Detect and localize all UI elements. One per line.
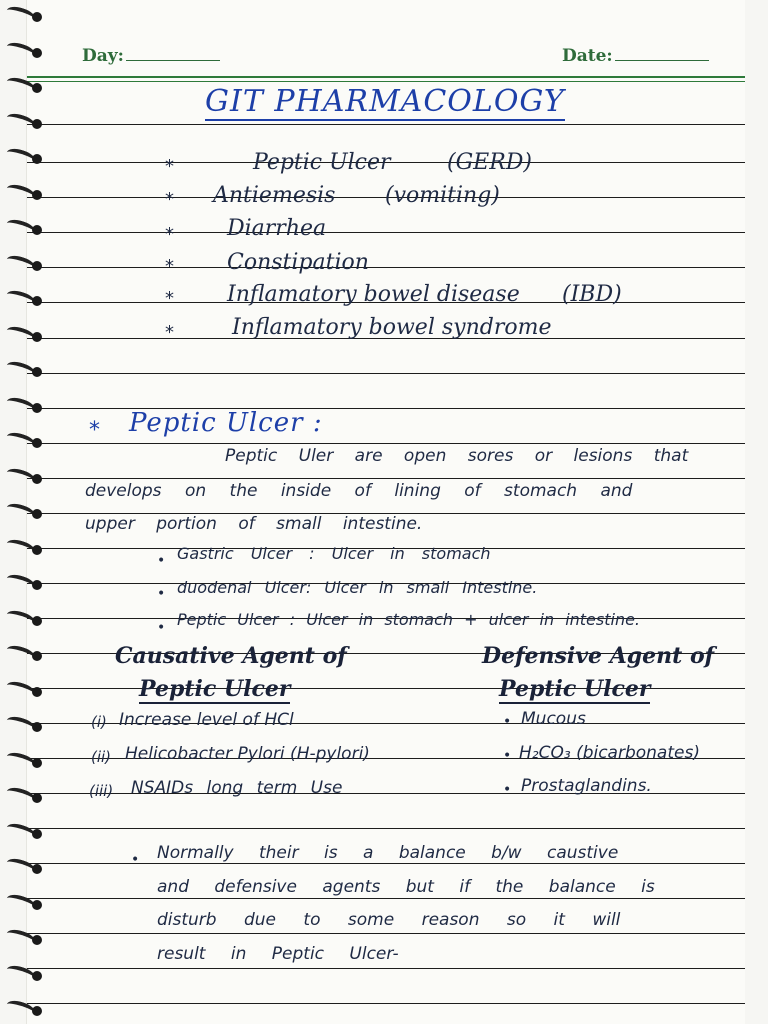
dot-bullet: • <box>131 852 140 868</box>
causative-heading-line-1: Causative Agent of <box>115 643 347 669</box>
defensive-heading-line-1: Defensive Agent of <box>482 643 715 669</box>
definition-line-2: develops on the inside of lining of stomach and <box>85 481 633 501</box>
type-item: Gastric Ulcer : Ulcer in stomach <box>177 544 491 563</box>
spiral-ring <box>6 6 54 28</box>
dot-bullet: • <box>503 782 512 798</box>
spiral-ring <box>6 290 54 312</box>
ring-hole <box>32 438 42 448</box>
spiral-ring <box>6 610 54 632</box>
ring-hole <box>32 829 42 839</box>
date-field <box>562 46 709 66</box>
spiral-ring <box>6 645 54 667</box>
ring-hole <box>32 190 42 200</box>
spiral-ring <box>6 77 54 99</box>
spiral-ring <box>6 219 54 241</box>
star-bullet: * <box>165 322 174 343</box>
spiral-ring <box>6 894 54 916</box>
star-bullet: * <box>165 156 174 177</box>
star-bullet: * <box>89 418 100 443</box>
star-bullet: * <box>165 189 174 210</box>
page-title: GIT PHARMACOLOGY <box>205 84 565 119</box>
spiral-ring <box>6 326 54 348</box>
topic-note: (IBD) <box>562 282 622 307</box>
ring-hole <box>32 616 42 626</box>
spiral-ring <box>6 823 54 845</box>
ruled-line <box>27 1003 745 1004</box>
ring-hole <box>32 154 42 164</box>
spiral-ring <box>6 255 54 277</box>
topic-item <box>253 150 391 175</box>
ring-hole <box>32 722 42 732</box>
topic-name: Peptic Ulcer <box>253 150 391 175</box>
spiral-ring <box>6 1000 54 1022</box>
topic-note: (vomiting) <box>385 183 500 208</box>
day-blank <box>126 60 220 61</box>
ring-hole <box>32 403 42 413</box>
dot-bullet: • <box>503 714 512 730</box>
spiral-ring <box>6 468 54 490</box>
type-item: duodenal Ulcer: Ulcer in small Intestine. <box>177 578 538 597</box>
ruled-line <box>27 373 745 374</box>
ring-hole <box>32 545 42 555</box>
header-rule-thin <box>27 81 745 82</box>
dot-bullet: • <box>157 620 166 636</box>
ring-hole <box>32 651 42 661</box>
spiral-ring <box>6 858 54 880</box>
definition-line-3: upper portion of small intestine. <box>85 514 423 534</box>
spiral-ring <box>6 42 54 64</box>
ruled-line <box>27 828 745 829</box>
topic-note: (GERD) <box>447 150 533 175</box>
topic-name: Antiemesis <box>213 183 336 208</box>
spiral-ring <box>6 965 54 987</box>
ruled-line <box>27 267 745 268</box>
ring-hole <box>32 225 42 235</box>
dot-bullet: • <box>157 553 166 569</box>
dot-bullet: • <box>503 748 512 764</box>
causative-num: (iii) <box>89 782 114 800</box>
ruled-line <box>27 898 745 899</box>
causative-item: Helicobacter Pylori (H-pylori) <box>125 744 370 764</box>
ring-hole <box>32 687 42 697</box>
spiral-ring <box>6 574 54 596</box>
ring-hole <box>32 971 42 981</box>
defensive-item: H₂CO₃ (bicarbonates) <box>519 743 700 763</box>
date-blank <box>615 60 709 61</box>
ruled-line <box>27 443 745 444</box>
spiral-ring <box>6 148 54 170</box>
ring-hole <box>32 296 42 306</box>
star-bullet: * <box>165 256 174 277</box>
ring-hole <box>32 793 42 803</box>
spiral-ring <box>6 787 54 809</box>
star-bullet: * <box>165 288 174 309</box>
ruled-line <box>27 124 745 125</box>
dot-bullet: • <box>157 586 166 602</box>
topic-item <box>213 183 335 208</box>
causative-num: (i) <box>91 713 107 731</box>
causative-heading-line-2: Peptic Ulcer <box>139 676 291 702</box>
defensive-heading-line-2: Peptic Ulcer <box>499 676 651 702</box>
ring-hole <box>32 367 42 377</box>
type-item: Peptic Ulcer : Ulcer in stomach + ulcer in intestine. <box>177 610 641 629</box>
ruled-line <box>27 478 745 479</box>
ring-hole <box>32 261 42 271</box>
causative-num: (ii) <box>91 748 112 766</box>
ring-hole <box>32 332 42 342</box>
spiral-ring <box>6 397 54 419</box>
defensive-item: Prostaglandins. <box>521 776 652 796</box>
ruled-line <box>27 968 745 969</box>
note-line-1: Normally their is a balance b/w caustive <box>157 843 619 863</box>
topic-item: Inflamatory bowel syndrome <box>232 315 552 340</box>
causative-item: Increase level of HCl <box>119 710 294 730</box>
day-label: Day: <box>82 46 124 66</box>
note-line-4: result in Peptic Ulcer- <box>157 944 399 964</box>
causative-item: NSAIDs long term Use <box>131 778 343 798</box>
ring-hole <box>32 758 42 768</box>
ring-hole <box>32 12 42 22</box>
ring-hole <box>32 864 42 874</box>
ring-hole <box>32 119 42 129</box>
spiral-ring <box>6 503 54 525</box>
spiral-ring <box>6 432 54 454</box>
spiral-ring <box>6 539 54 561</box>
definition-line-1: Peptic Uler are open sores or lesions that <box>225 446 689 466</box>
header-rule <box>27 76 745 78</box>
notebook-page <box>26 0 745 1024</box>
topic-item: Inflamatory bowel disease <box>227 282 520 307</box>
ring-hole <box>32 474 42 484</box>
spiral-ring <box>6 929 54 951</box>
ring-hole <box>32 580 42 590</box>
ring-hole <box>32 900 42 910</box>
day-field <box>82 46 220 66</box>
section-heading: Peptic Ulcer : <box>129 408 323 438</box>
spiral-ring <box>6 113 54 135</box>
star-bullet: * <box>165 224 174 245</box>
ring-hole <box>32 1006 42 1016</box>
date-label: Date: <box>562 46 613 66</box>
topic-item: Constipation <box>227 250 369 275</box>
ring-hole <box>32 48 42 58</box>
ring-hole <box>32 935 42 945</box>
spiral-ring <box>6 184 54 206</box>
note-line-3: disturb due to some reason so it will <box>157 910 621 930</box>
spiral-ring <box>6 716 54 738</box>
ring-hole <box>32 509 42 519</box>
spiral-ring <box>6 361 54 383</box>
note-line-2: and defensive agents but if the balance is <box>157 877 655 897</box>
defensive-item: Mucous <box>521 709 586 729</box>
topic-item: Diarrhea <box>227 216 327 241</box>
ruled-line <box>27 933 745 934</box>
ring-hole <box>32 83 42 93</box>
ruled-line <box>27 232 745 233</box>
spiral-ring <box>6 681 54 703</box>
spiral-ring <box>6 752 54 774</box>
